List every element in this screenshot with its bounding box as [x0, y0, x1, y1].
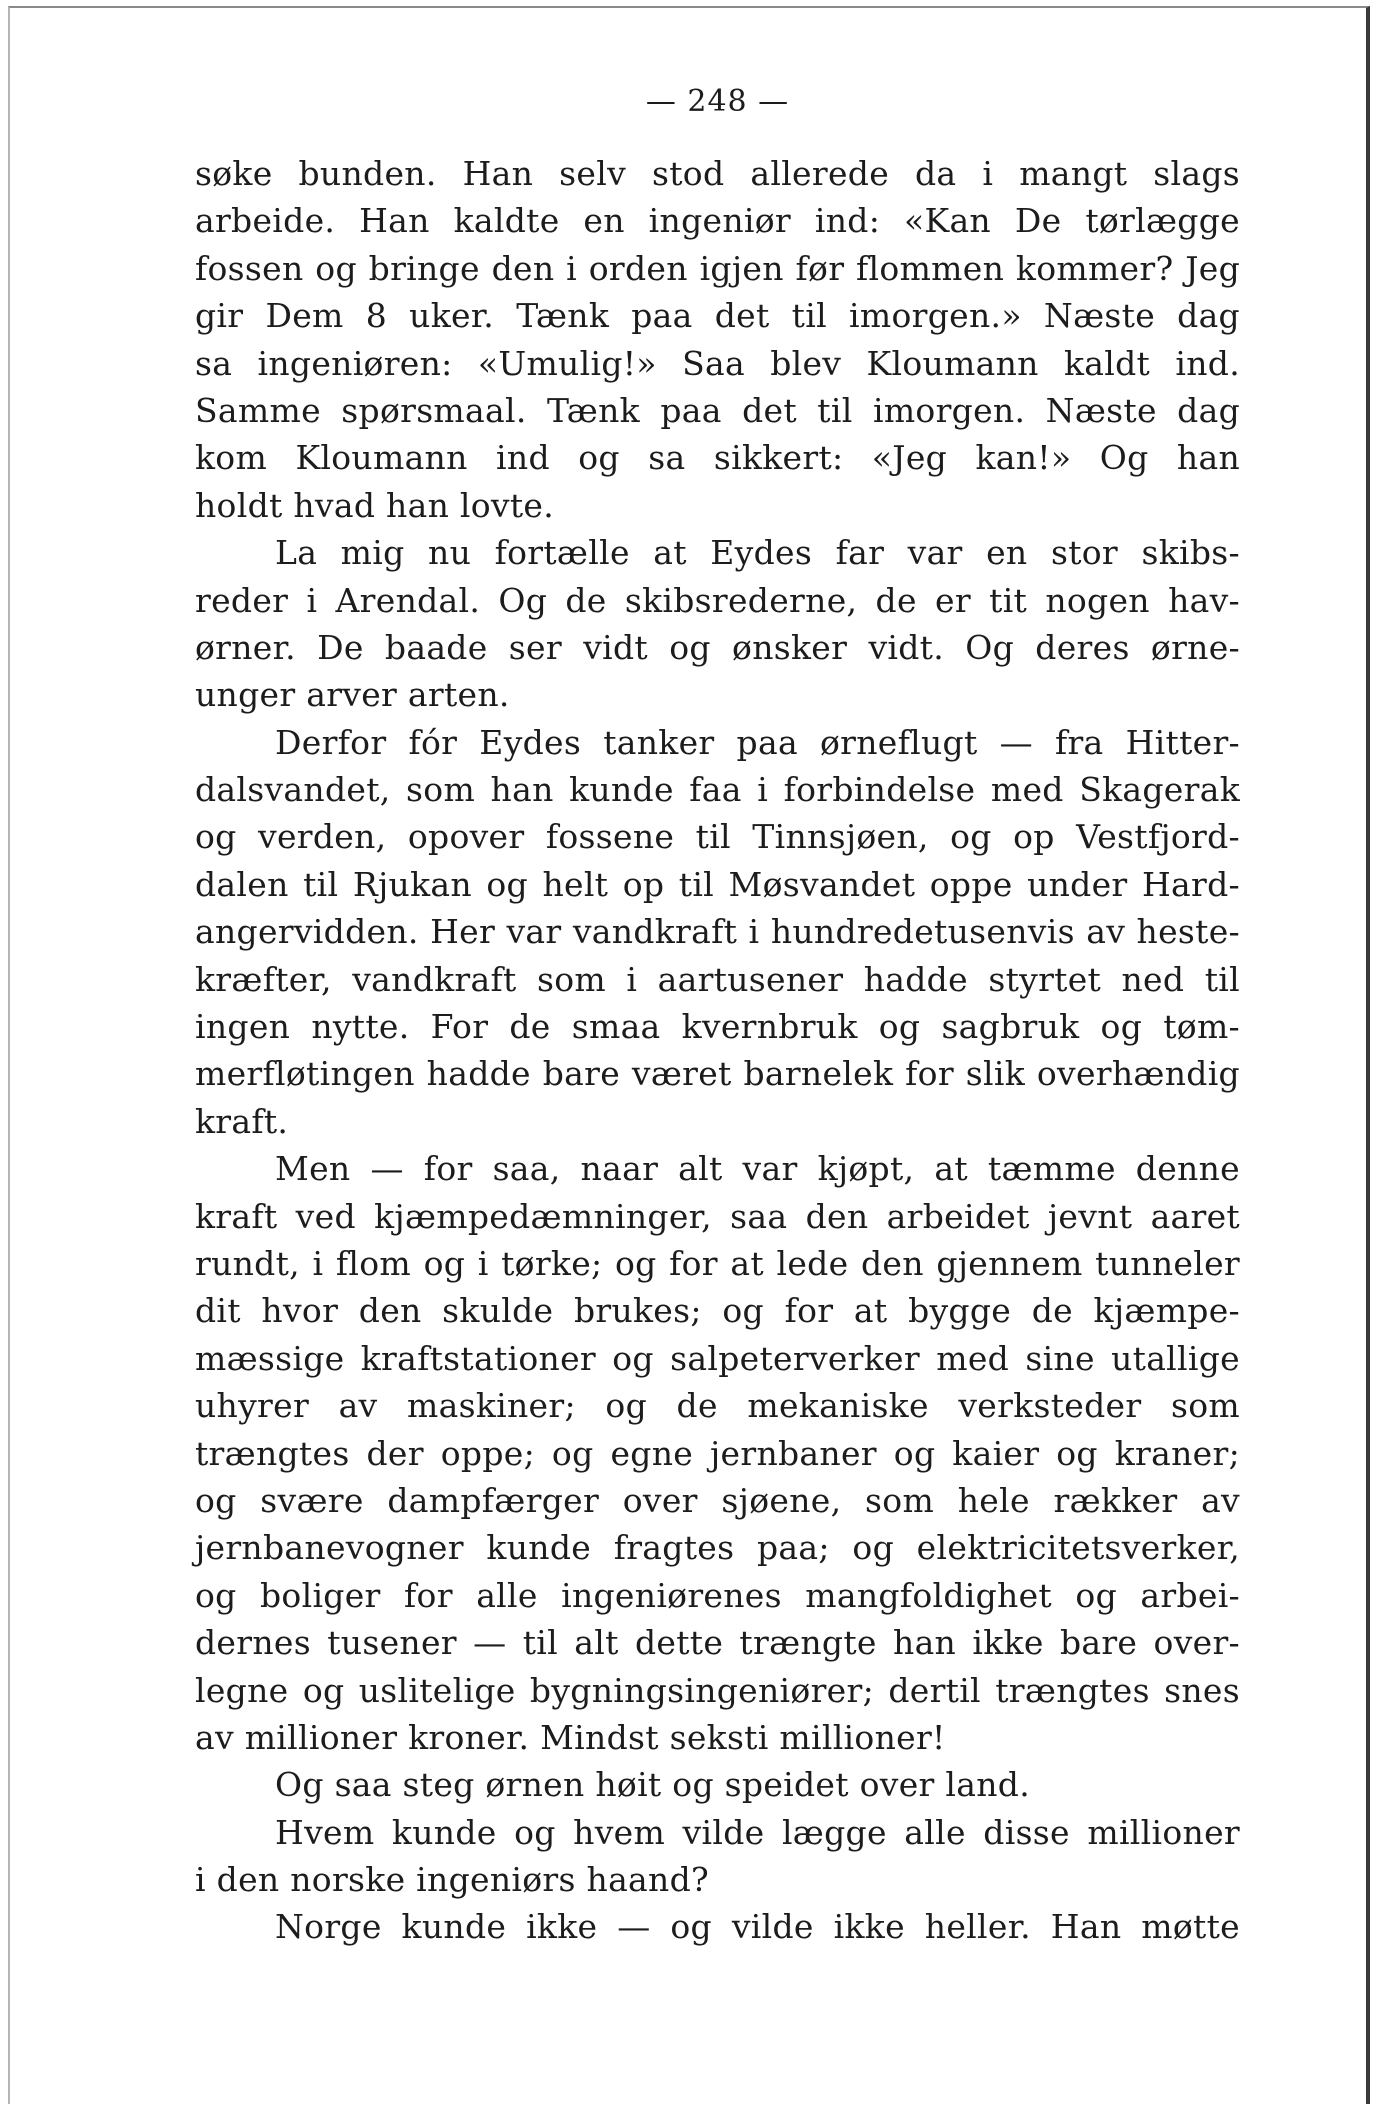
text-line: Hvem kunde og hvem vilde lægge alle disse millioner — [275, 1812, 1240, 1852]
text-line: holdt hvad han lovte. — [195, 485, 555, 525]
text-line: dalen til Rjukan og helt op til Møsvandet oppe under Hard- — [195, 864, 1240, 904]
text-line: jernbanevogner kunde fragtes paa; og elektricitetsverker, — [195, 1528, 1240, 1568]
text-line: kraft ved kjæmpedæmninger, saa den arbeidet jevnt aaret — [195, 1196, 1240, 1236]
text-line: legne og uslitelige bygningsingeniører; dertil trængtes snes — [195, 1670, 1240, 1710]
text-line: Samme spørsmaal. Tænk paa det til imorgen. Næste dag — [195, 390, 1240, 430]
text-line: arbeide. Han kaldte en ingeniør ind: «Kan De tørlægge — [195, 201, 1240, 241]
text-line: Derfor fór Eydes tanker paa ørneflugt — fra Hitter- — [275, 722, 1240, 762]
text-line: dit hvor den skulde brukes; og for at bygge de kjæmpe- — [195, 1291, 1240, 1331]
text-line: gir Dem 8 uker. Tænk paa det til imorgen.» Næste dag — [195, 296, 1240, 336]
text-line: dernes tusener — til alt dette trængte han ikke bare over- — [195, 1623, 1240, 1663]
body-text — [195, 150, 1240, 1951]
text-line: angervidden. Her var vandkraft i hundredetusenvis av heste- — [195, 912, 1240, 952]
text-line: og svære dampfærger over sjøene, som hele rækker av — [195, 1480, 1240, 1520]
text-line: og boliger for alle ingeniørenes mangfoldighet og arbei- — [195, 1575, 1240, 1615]
text-line: rundt, i flom og i tørke; og for at lede den gjennem tunneler — [195, 1243, 1240, 1283]
text-line: søke bunden. Han selv stod allerede da i mangt slags — [195, 154, 1240, 193]
text-line: dalsvandet, som han kunde faa i forbindelse med Skagerak — [195, 770, 1240, 810]
text-line: unger arver arten. — [195, 675, 510, 715]
text-line: og verden, opover fossene til Tinnsjøen, og op Vestfjord- — [195, 817, 1240, 857]
page-number: — 248 — — [645, 84, 790, 119]
text-line: fossen og bringe den i orden igjen før flommen kommer? Jeg — [195, 248, 1240, 288]
text-line: kraft. — [195, 1101, 289, 1141]
text-line: uhyrer av maskiner; og de mekaniske verksteder som — [195, 1386, 1240, 1426]
text-line: ørner. De baade ser vidt og ønsker vidt. Og deres ørne- — [195, 627, 1240, 667]
text-line: Norge kunde ikke — og vilde ikke heller. Han møtte — [275, 1907, 1240, 1947]
text-line: Men — for saa, naar alt var kjøpt, at tæmme denne — [275, 1149, 1240, 1189]
text-line: La mig nu fortælle at Eydes far var en stor skibs- — [275, 533, 1240, 573]
text-line: reder i Arendal. Og de skibsrederne, de er tit nogen hav- — [195, 580, 1240, 620]
text-line: trængtes der oppe; og egne jernbaner og kaier og kraner; — [195, 1433, 1240, 1473]
text-line: sa ingeniøren: «Umulig!» Saa blev Kloumann kaldt ind. — [195, 343, 1240, 383]
text-line: ingen nytte. For de smaa kvernbruk og sagbruk og tøm- — [195, 1007, 1240, 1047]
text-line: merfløtingen hadde bare været barnelek for slik overhændig — [195, 1054, 1240, 1094]
text-line: Og saa steg ørnen høit og speidet over land. — [275, 1765, 1031, 1805]
text-line: kræfter, vandkraft som i aartusener hadde styrtet ned til — [195, 959, 1240, 999]
text-line: av millioner kroner. Mindst seksti millioner! — [195, 1717, 946, 1757]
book-page — [195, 72, 1240, 1951]
text-line: i den norske ingeniørs haand? — [195, 1860, 709, 1900]
text-line: mæssige kraftstationer og salpeterverker med sine utallige — [195, 1338, 1240, 1378]
text-line: kom Kloumann ind og sa sikkert: «Jeg kan!» Og han — [195, 438, 1240, 478]
